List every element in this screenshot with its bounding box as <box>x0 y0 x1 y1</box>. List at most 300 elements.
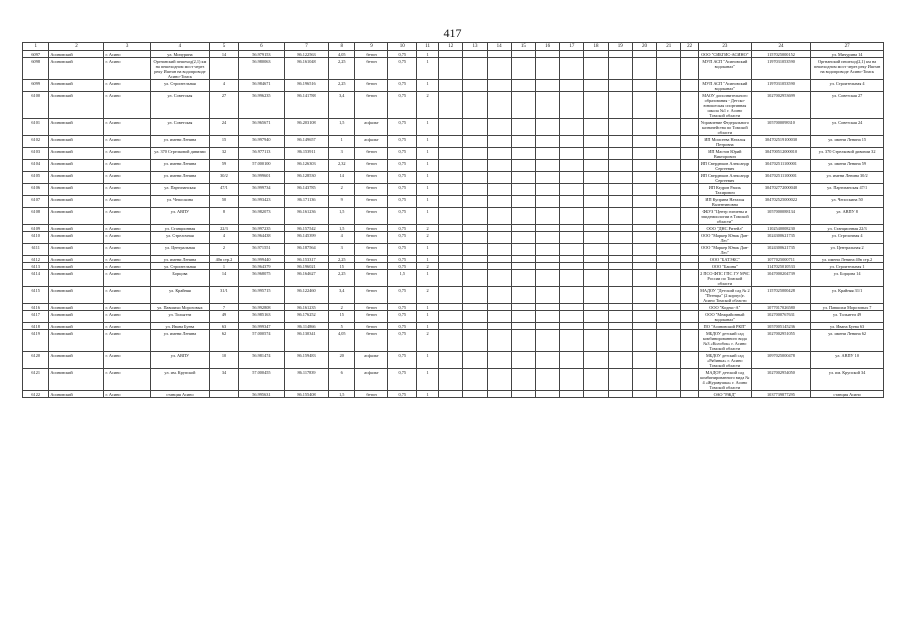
table-cell <box>608 311 632 323</box>
table-cell <box>560 270 584 287</box>
table-cell: 1197031053590 <box>751 80 810 92</box>
table-cell: Асиновский <box>49 232 104 244</box>
table-cell <box>584 330 608 352</box>
table-cell: 6122 <box>23 391 49 398</box>
table-cell <box>463 184 487 196</box>
table-cell <box>511 270 535 287</box>
table-cell: 56.999347 <box>238 323 284 330</box>
table-cell: 0,75 <box>388 80 417 92</box>
table-cell: ул. Станционная 22/3 <box>811 225 884 232</box>
table-cell: ул. Стрелочная <box>150 232 209 244</box>
column-number-header: 21 <box>657 43 681 51</box>
table-row <box>23 208 884 225</box>
table-cell: 0,75 <box>388 369 417 391</box>
table-cell: бетон <box>355 92 388 119</box>
table-cell <box>487 148 511 160</box>
table-cell: г. Асино <box>104 330 150 352</box>
table-cell: 6114 <box>23 270 49 287</box>
table-cell: 86.149657 <box>285 136 329 148</box>
table-cell: 0,75 <box>388 51 417 58</box>
table-cell: 304702772000040 <box>751 184 810 196</box>
table-cell <box>632 256 656 263</box>
table-cell <box>511 136 535 148</box>
table-cell: бетон <box>355 270 388 287</box>
table-cell: 6098 <box>23 58 49 80</box>
table-cell <box>487 172 511 184</box>
table-cell <box>584 323 608 330</box>
table-row <box>23 196 884 208</box>
table-cell <box>463 51 487 58</box>
table-cell: 6118 <box>23 323 49 330</box>
table-cell: 56.965671 <box>238 119 284 136</box>
table-cell: ул. Строительная <box>150 263 209 270</box>
table-cell: 1 <box>417 369 439 391</box>
table-cell: бетон <box>355 225 388 232</box>
column-number-header: 17 <box>560 43 584 51</box>
table-cell: 6113 <box>23 263 49 270</box>
table-cell: 56.981474 <box>238 352 284 369</box>
table-cell: ул. Крайняя 31/1 <box>811 287 884 304</box>
table-cell: Асиновский <box>49 196 104 208</box>
table-cell <box>439 80 463 92</box>
table-cell <box>657 287 681 304</box>
table-cell: ул. имени Ленина 40в стр.2 <box>811 256 884 263</box>
table-cell: 86.153317 <box>285 256 329 263</box>
table-cell: 0,75 <box>388 232 417 244</box>
table-cell <box>657 148 681 160</box>
table-cell: ул. 370 Стрелковой дивизии <box>150 148 209 160</box>
table-cell <box>560 136 584 148</box>
table-cell: 56.995715 <box>238 287 284 304</box>
table-cell: асфальт <box>355 369 388 391</box>
table-cell <box>657 92 681 119</box>
table-cell: 56.977113 <box>238 148 284 160</box>
table-cell <box>657 304 681 311</box>
table-cell <box>584 172 608 184</box>
table-cell <box>463 352 487 369</box>
table-cell: г. Асино <box>104 311 150 323</box>
table-cell <box>463 80 487 92</box>
column-number-header: 27 <box>811 43 884 51</box>
table-cell <box>584 92 608 119</box>
table-cell <box>439 244 463 256</box>
table-cell: 56.999734 <box>238 184 284 196</box>
table-cell <box>584 244 608 256</box>
table-cell <box>608 225 632 232</box>
table-cell <box>439 58 463 80</box>
table-cell: 86.117839 <box>285 369 329 391</box>
table-cell: 59 <box>210 160 239 172</box>
table-cell <box>681 232 699 244</box>
table-cell: 6110 <box>23 232 49 244</box>
table-cell: 2,25 <box>329 58 355 80</box>
table-cell: бетон <box>355 232 388 244</box>
table-cell: 8 <box>210 208 239 225</box>
table-cell: бетон <box>355 256 388 263</box>
table-cell <box>439 304 463 311</box>
table-cell <box>463 225 487 232</box>
column-number-header: 20 <box>632 43 656 51</box>
table-cell: ул. Чепоскина <box>150 196 209 208</box>
table-cell: 57.000100 <box>238 160 284 172</box>
table-cell: 86.141788 <box>285 92 329 119</box>
table-row <box>23 263 884 270</box>
table-cell: 1037739877295 <box>751 391 810 398</box>
table-row <box>23 391 884 398</box>
table-cell: 1027002951055 <box>751 330 810 352</box>
table-cell: бетон <box>355 304 388 311</box>
table-row <box>23 311 884 323</box>
table-cell <box>608 92 632 119</box>
table-cell <box>439 136 463 148</box>
table-cell: ул. Тольятти 49 <box>811 311 884 323</box>
table-cell <box>463 369 487 391</box>
table-cell: 86.164627 <box>285 270 329 287</box>
table-cell: 86.155408 <box>285 391 329 398</box>
table-cell <box>657 208 681 225</box>
table-cell: бетон <box>355 323 388 330</box>
table-cell: 86.126303 <box>285 160 329 172</box>
table-cell: 0,75 <box>388 304 417 311</box>
table-cell: ООО "Межрайонный водоканал" <box>698 311 751 323</box>
table-cell: ул. имени Ленина <box>150 136 209 148</box>
table-cell <box>632 263 656 270</box>
table-cell: 2,32 <box>329 160 355 172</box>
table-cell <box>511 352 535 369</box>
table-cell <box>584 369 608 391</box>
table-row <box>23 304 884 311</box>
table-cell <box>511 391 535 398</box>
table-cell: 0,75 <box>388 172 417 184</box>
table-cell <box>487 160 511 172</box>
table-cell <box>560 244 584 256</box>
table-cell: 1027002954050 <box>751 369 810 391</box>
table-cell <box>608 160 632 172</box>
table-cell <box>632 287 656 304</box>
table-cell <box>657 80 681 92</box>
table-cell: 6116 <box>23 304 49 311</box>
table-cell: 6120 <box>23 352 49 369</box>
table-cell: бетон <box>355 263 388 270</box>
table-cell <box>657 136 681 148</box>
table-cell: 56.964438 <box>238 232 284 244</box>
table-cell: 86.128530 <box>285 172 329 184</box>
table-cell: 1 <box>417 311 439 323</box>
table-cell: асфальт <box>355 352 388 369</box>
table-cell <box>439 119 463 136</box>
table-cell: 304702511100001 <box>751 172 810 184</box>
table-cell <box>511 244 535 256</box>
table-cell: ООО "Кодекс-А" <box>698 304 751 311</box>
table-cell <box>560 208 584 225</box>
table-cell: МУП АСП "Асиновский водоканал" <box>698 80 751 92</box>
table-cell: 1027000767631 <box>751 311 810 323</box>
table-cell: г. Асино <box>104 184 150 196</box>
table-cell <box>608 80 632 92</box>
table-cell <box>210 391 239 398</box>
table-cell: 56.999440 <box>238 256 284 263</box>
table-cell <box>487 208 511 225</box>
table-cell: 1 <box>417 148 439 160</box>
table-cell <box>463 196 487 208</box>
table-cell <box>657 352 681 369</box>
table-cell: Асиновский <box>49 208 104 225</box>
table-cell: 2 <box>329 304 355 311</box>
table-cell <box>681 287 699 304</box>
table-cell: 1047000204739 <box>751 270 810 287</box>
table-cell <box>560 58 584 80</box>
table-cell <box>439 287 463 304</box>
table-cell: 0,75 <box>388 184 417 196</box>
table-cell <box>536 256 560 263</box>
table-cell: 49 <box>210 311 239 323</box>
table-cell <box>511 172 535 184</box>
table-cell <box>439 232 463 244</box>
table-cell: 1,5 <box>388 270 417 287</box>
table-row <box>23 270 884 287</box>
table-cell: г. Асино <box>104 208 150 225</box>
table-cell: г. Асино <box>104 323 150 330</box>
table-cell <box>657 256 681 263</box>
table-cell: 0,75 <box>388 311 417 323</box>
table-cell: г. Асино <box>104 119 150 136</box>
table-cell: МУП АСП "Асиновский водоканал" <box>698 58 751 80</box>
table-cell: ООО "Маркер Юнак Дан-Лес" <box>698 244 751 256</box>
table-cell <box>657 196 681 208</box>
table-cell <box>536 369 560 391</box>
table-cell <box>511 232 535 244</box>
table-row <box>23 58 884 80</box>
table-cell: 86.161235 <box>285 304 329 311</box>
table-cell <box>657 263 681 270</box>
column-number-header: 22 <box>681 43 699 51</box>
table-cell <box>608 136 632 148</box>
table-cell: Асиновский <box>49 391 104 398</box>
table-cell: г. Асино <box>104 263 150 270</box>
table-cell: 1024300621735 <box>751 232 810 244</box>
table-cell: 2 <box>417 287 439 304</box>
table-cell: ул. АВПУ <box>150 352 209 369</box>
column-number-header: 16 <box>536 43 560 51</box>
table-cell: ул. Станционная <box>150 225 209 232</box>
table-cell <box>511 80 535 92</box>
table-cell <box>681 352 699 369</box>
table-cell <box>439 256 463 263</box>
table-cell <box>657 330 681 352</box>
table-row <box>23 119 884 136</box>
table-cell: ул. Ивана Буева 63 <box>811 323 884 330</box>
table-cell <box>608 196 632 208</box>
table-cell: 86.157542 <box>285 225 329 232</box>
table-cell <box>584 225 608 232</box>
table-cell <box>463 172 487 184</box>
table-cell <box>584 391 608 398</box>
table-cell: г. Асино <box>104 369 150 391</box>
table-cell: 86.196021 <box>285 263 329 270</box>
table-cell: г. Асино <box>104 304 150 311</box>
table-cell <box>632 304 656 311</box>
table-cell: Асиновский <box>49 270 104 287</box>
table-cell <box>608 172 632 184</box>
table-cell <box>608 208 632 225</box>
table-cell <box>536 391 560 398</box>
table-cell <box>463 304 487 311</box>
table-cell: Асиновский <box>49 160 104 172</box>
table-cell: 86.159483 <box>285 352 329 369</box>
table-cell: ул. имени Ленина <box>150 172 209 184</box>
table-cell: станция Асино <box>150 391 209 398</box>
table-cell: 22/3 <box>210 225 239 232</box>
table-cell: 1,5 <box>329 391 355 398</box>
table-cell <box>584 80 608 92</box>
table-cell: 7 <box>210 304 239 311</box>
table-cell <box>536 232 560 244</box>
table-cell: г. Асино <box>104 196 150 208</box>
table-cell: Асиновский <box>49 172 104 184</box>
table-cell: ул. Павшихи Морозовых <box>150 304 209 311</box>
table-row <box>23 92 884 119</box>
column-number-header: 24 <box>751 43 810 51</box>
table-cell <box>536 352 560 369</box>
table-cell: ул. имени Ленина <box>150 330 209 352</box>
table-cell <box>584 263 608 270</box>
table-cell: 1 <box>417 119 439 136</box>
table-cell: Асиновский <box>49 287 104 304</box>
table-cell <box>608 323 632 330</box>
column-number-header: 4 <box>150 43 209 51</box>
column-number-header: 2 <box>49 43 104 51</box>
table-cell: 86.176252 <box>285 311 329 323</box>
table-cell <box>439 391 463 398</box>
table-cell: 0,75 <box>388 352 417 369</box>
table-cell: г. Асино <box>104 287 150 304</box>
table-cell: 30/2 <box>210 172 239 184</box>
table-cell <box>608 184 632 196</box>
table-cell <box>536 160 560 172</box>
table-cell: 5 <box>329 323 355 330</box>
table-cell: 1057000088134 <box>751 208 810 225</box>
table-cell: ИП Моисеева Наталья Петровна <box>698 136 751 148</box>
table-cell <box>657 391 681 398</box>
table-cell: 6111 <box>23 244 49 256</box>
table-cell: ул. имени Ленина 30/2 <box>811 172 884 184</box>
table-cell: 0,75 <box>388 244 417 256</box>
table-cell <box>584 184 608 196</box>
table-cell <box>584 270 608 287</box>
table-cell <box>632 391 656 398</box>
table-cell: 15 <box>329 311 355 323</box>
table-cell <box>681 160 699 172</box>
table-cell <box>536 80 560 92</box>
table-cell <box>632 80 656 92</box>
table-cell: 1 <box>417 270 439 287</box>
table-row <box>23 225 884 232</box>
table-cell: 32 <box>210 148 239 160</box>
table-cell <box>536 244 560 256</box>
table-cell <box>560 225 584 232</box>
table-cell <box>657 244 681 256</box>
table-cell <box>560 304 584 311</box>
table-cell: г. Асино <box>104 51 150 58</box>
table-cell: 3 <box>329 148 355 160</box>
table-cell <box>681 119 699 136</box>
table-cell: 56.964379 <box>238 263 284 270</box>
table-cell: 1 <box>417 323 439 330</box>
table-cell: 14 <box>210 51 239 58</box>
table-cell: асфальт <box>355 119 388 136</box>
table-cell: 34 <box>210 369 239 391</box>
table-cell <box>657 119 681 136</box>
table-cell: 56.995631 <box>238 391 284 398</box>
table-cell <box>536 263 560 270</box>
table-cell: 14 <box>329 172 355 184</box>
table-cell: 304700512000010 <box>751 148 810 160</box>
table-cell: ул. Стрелочная 4 <box>811 232 884 244</box>
table-cell <box>463 119 487 136</box>
table-cell: Асиновский <box>49 80 104 92</box>
table-cell: 1147025010533 <box>751 263 810 270</box>
table-cell <box>608 58 632 80</box>
table-cell: ИП Свердюков Александр Сергеевич <box>698 160 751 172</box>
table-cell: 6102 <box>23 136 49 148</box>
table-cell <box>584 148 608 160</box>
column-number-header: 11 <box>417 43 439 51</box>
table-cell <box>536 136 560 148</box>
table-cell: 0,75 <box>388 119 417 136</box>
table-cell <box>608 256 632 263</box>
table-cell: 24 <box>210 119 239 136</box>
table-cell: г. Асино <box>104 58 150 80</box>
table-cell: 6097 <box>23 51 49 58</box>
table-cell <box>681 92 699 119</box>
table-cell: бетон <box>355 58 388 80</box>
table-cell <box>511 208 535 225</box>
table-cell <box>439 184 463 196</box>
table-cell <box>439 51 463 58</box>
table-cell: 0,75 <box>388 256 417 263</box>
table-cell <box>608 232 632 244</box>
table-cell: 0,75 <box>388 330 417 352</box>
table-cell: 56.997235 <box>238 225 284 232</box>
table-cell <box>584 51 608 58</box>
table-cell: 6100 <box>23 92 49 119</box>
table-cell: ООО "Маркер Юнак Дан-Лес" <box>698 232 751 244</box>
table-cell: 1 <box>417 244 439 256</box>
table-cell: бетон <box>355 311 388 323</box>
table-cell <box>536 330 560 352</box>
table-cell: ОАО "РЖД" <box>698 391 751 398</box>
table-cell: 4 <box>210 232 239 244</box>
table-cell <box>511 119 535 136</box>
table-cell <box>560 256 584 263</box>
table-cell <box>463 244 487 256</box>
table-cell: 1 <box>417 58 439 80</box>
table-cell: ул. имени Ленина 62 <box>811 330 884 352</box>
table-cell <box>487 232 511 244</box>
table-cell <box>560 330 584 352</box>
table-cell: ул. Тольятти <box>150 311 209 323</box>
table-cell: 86.122563 <box>285 51 329 58</box>
table-cell: 63 <box>210 323 239 330</box>
table-cell: г. Асино <box>104 172 150 184</box>
table-cell: г. Асино <box>104 232 150 244</box>
table-cell: бетон <box>355 287 388 304</box>
table-cell: 56.982073 <box>238 208 284 225</box>
table-row <box>23 287 884 304</box>
table-cell: 0,75 <box>388 208 417 225</box>
table-cell: 3,4 <box>329 92 355 119</box>
table-cell <box>560 352 584 369</box>
